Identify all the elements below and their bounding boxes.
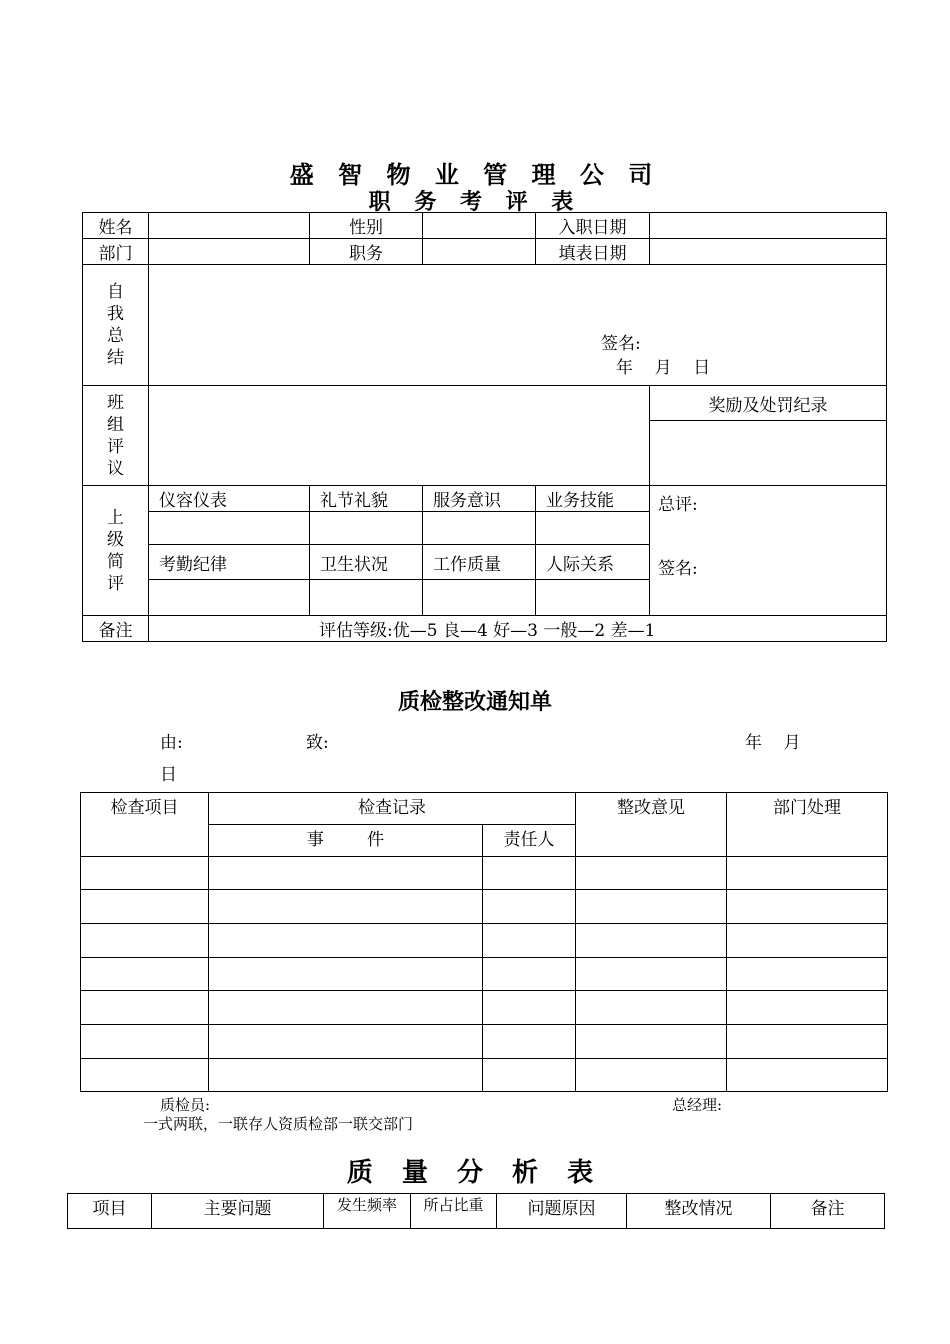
year-month-label: 年 月 (745, 733, 801, 753)
rating-scale: 评估等级:优—5 良—4 好—3 一般—2 差—1 (149, 616, 887, 642)
criteria-etiquette: 礼节礼貌 (310, 486, 423, 512)
to-label: 致: (306, 733, 329, 753)
gender-label: 性别 (310, 213, 423, 239)
table-row (81, 991, 888, 1025)
self-summary-date: 年 月 日 (616, 358, 711, 378)
table-row (81, 958, 888, 991)
evaluation-table (82, 212, 887, 642)
entry-date-field[interactable] (650, 213, 887, 239)
header-opinion: 整改意见 (576, 793, 727, 857)
copies-note: 一式两联，一联存人资质检部一联交部门 (143, 1115, 414, 1133)
remarks-label: 备注 (83, 616, 149, 642)
position-field[interactable] (423, 239, 536, 265)
score-skill[interactable] (536, 512, 650, 545)
inspection-table (80, 792, 888, 1092)
self-summary-label: 自 我 总 结 (83, 265, 149, 386)
criteria-hygiene: 卫生状况 (310, 545, 423, 580)
fill-date-label: 填表日期 (536, 239, 650, 265)
dept-label: 部门 (83, 239, 149, 265)
criteria-attendance: 考勤纪律 (149, 545, 310, 580)
name-label: 姓名 (83, 213, 149, 239)
overall-review-field[interactable] (650, 486, 887, 616)
team-review-field[interactable] (149, 386, 650, 486)
table-row (81, 1025, 888, 1059)
overall-label: 总评: (658, 495, 698, 515)
criteria-appearance: 仪容仪表 (149, 486, 310, 512)
criteria-relationship: 人际关系 (536, 545, 650, 580)
header-item: 检查项目 (81, 793, 209, 857)
reward-record-field[interactable] (650, 421, 887, 486)
name-field[interactable] (149, 213, 310, 239)
header-record: 检查记录 (209, 793, 576, 825)
overall-signature: 签名: (658, 559, 698, 579)
criteria-skill: 业务技能 (536, 486, 650, 512)
day-label: 日 (160, 765, 177, 785)
header-frequency: 发生频率 (324, 1194, 411, 1229)
gender-field[interactable] (423, 213, 536, 239)
evaluation-form-title: 职 务 考 评 表 (368, 189, 582, 215)
dept-field[interactable] (149, 239, 310, 265)
score-relationship[interactable] (536, 580, 650, 616)
score-etiquette[interactable] (310, 512, 423, 545)
entry-date-label: 入职日期 (536, 213, 650, 239)
from-label: 由: (160, 733, 183, 753)
header-event: 事 件 (209, 825, 483, 857)
table-row (81, 924, 888, 958)
fill-date-field[interactable] (650, 239, 887, 265)
score-work-quality[interactable] (423, 580, 536, 616)
position-label: 职务 (310, 239, 423, 265)
header-dept-handle: 部门处理 (727, 793, 888, 857)
header-responsible: 责任人 (483, 825, 576, 857)
table-row (81, 1059, 888, 1092)
score-service[interactable] (423, 512, 536, 545)
manager-label: 总经理: (672, 1096, 723, 1114)
score-appearance[interactable] (149, 512, 310, 545)
header-main-issue: 主要问题 (152, 1194, 324, 1229)
table-row (81, 890, 888, 924)
team-review-label: 班 组 评 议 (83, 386, 149, 486)
self-summary-field[interactable] (149, 265, 887, 386)
score-attendance[interactable] (149, 580, 310, 616)
self-summary-signature: 签名: (601, 334, 641, 354)
rectification-notice-title: 质检整改通知单 (397, 689, 552, 715)
superior-review-label: 上 级 简 评 (83, 486, 149, 616)
company-title: 盛 智 物 业 管 理 公 司 (289, 160, 661, 189)
header-notes: 备注 (771, 1194, 885, 1229)
header-cause: 问题原因 (497, 1194, 627, 1229)
criteria-service: 服务意识 (423, 486, 536, 512)
header-proportion: 所占比重 (411, 1194, 497, 1229)
table-row (81, 857, 888, 890)
criteria-work-quality: 工作质量 (423, 545, 536, 580)
inspector-label: 质检员: (160, 1096, 211, 1114)
quality-analysis-table (67, 1193, 885, 1229)
score-hygiene[interactable] (310, 580, 423, 616)
quality-analysis-title: 质 量 分 析 表 (346, 1158, 604, 1188)
reward-record-label: 奖励及处罚纪录 (650, 386, 887, 421)
header-project: 项目 (68, 1194, 152, 1229)
header-rectification: 整改情况 (627, 1194, 771, 1229)
